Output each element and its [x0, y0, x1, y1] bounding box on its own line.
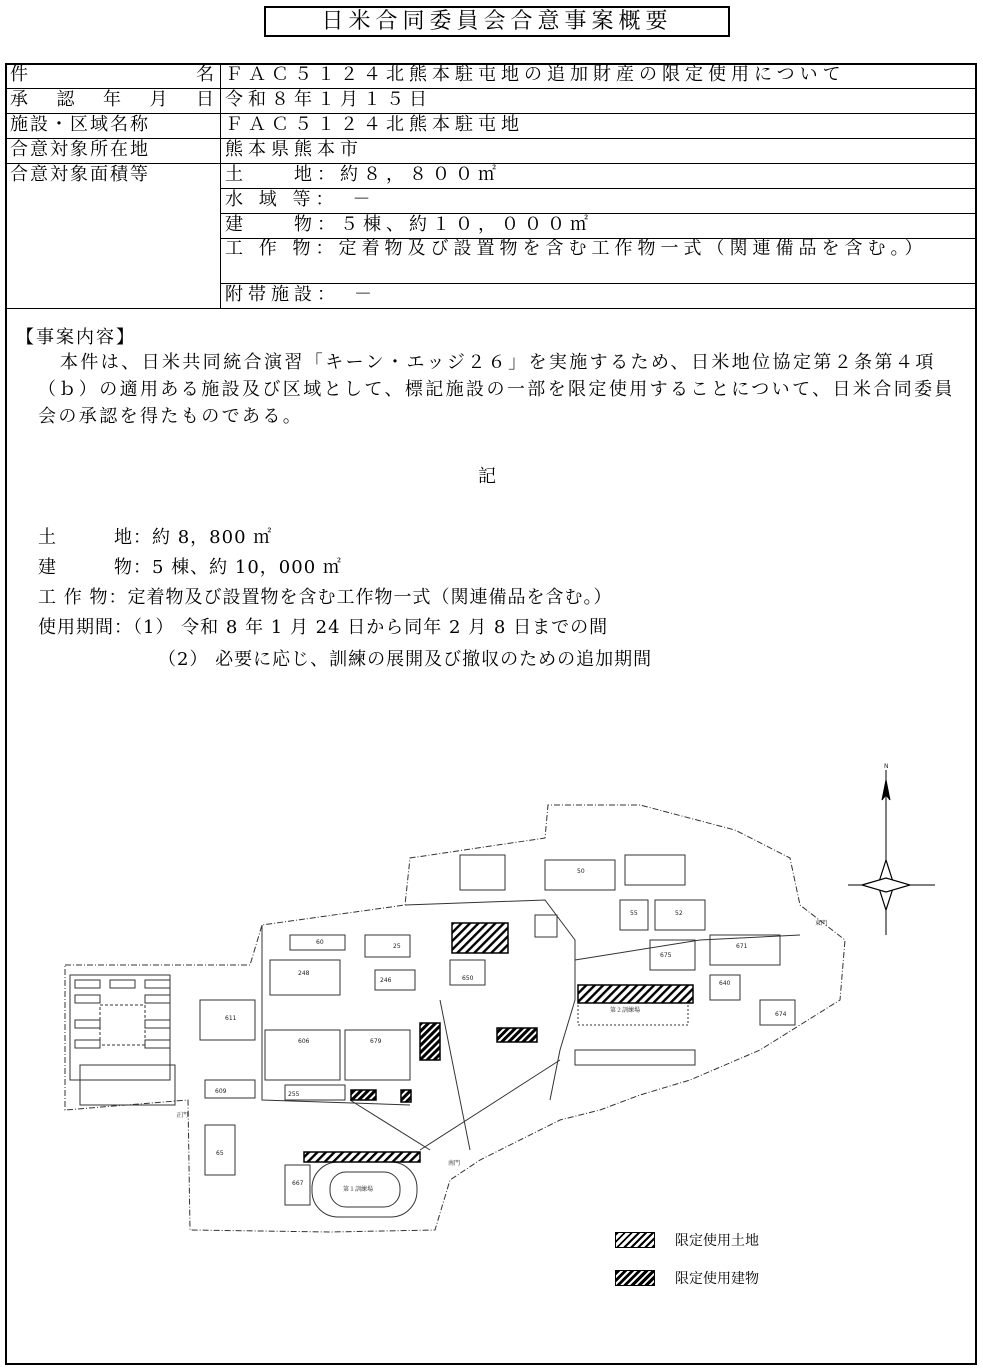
table-row	[6, 89, 977, 114]
map-label: 640	[719, 980, 731, 987]
area-row-ancillary: 附帯施設： －	[221, 284, 977, 309]
map-label: 679	[370, 1038, 382, 1045]
map-label: 25	[393, 943, 401, 950]
approval-date-label: 承 認 年 月 日	[6, 89, 221, 114]
legend-building	[615, 1268, 759, 1288]
approval-date: 令和８年１月１５日	[221, 89, 977, 114]
map-label: 606	[298, 1038, 310, 1045]
location-label: 合意対象所在地	[6, 139, 221, 164]
map-label: 650	[462, 975, 474, 982]
area-row-structure: 工 作 物：定着物及び設置物を含む工作物一式（関連備品を含む。）	[221, 239, 977, 284]
map-label: 第１訓練場	[343, 1186, 374, 1193]
map-label: 東門	[815, 920, 828, 927]
map-label: 60	[316, 939, 324, 946]
table-row	[6, 164, 977, 189]
case-name: ＦＡＣ５１２４北熊本駐屯地の追加財産の限定使用について	[221, 64, 977, 89]
map-label: 609	[215, 1088, 227, 1095]
row-label: 件 名	[6, 64, 221, 89]
content-body: 本件は、日米共同統合演習「キーン・エッジ２６」を実施するため、日米地位協定第２条第４項（ｂ）の適用ある施設及び区域として、標記施設の一部を限定使用することについて、日米合同委員会の承認を得たものである。	[38, 352, 955, 427]
content-heading: 【事案内容】	[16, 327, 136, 348]
map-label: 50	[577, 868, 585, 875]
facility-label: 施設・区域名称	[6, 114, 221, 139]
area-row-water: 水 域 等： －	[221, 189, 977, 214]
area-row-building: 建 物：５棟、約１０，０００㎡	[221, 214, 977, 239]
spec-period-extra: （2） 必要に応じ、訓練の展開及び撤収のための追加期間	[158, 649, 653, 670]
ki-mark: 記	[478, 466, 496, 487]
map-label: 正門	[176, 1112, 189, 1119]
map-label: 52	[675, 910, 683, 917]
map-label: 第２訓練場	[610, 1007, 641, 1014]
map-label: 255	[288, 1091, 300, 1098]
area-row-land: 土 地：約８，８００㎡	[221, 164, 977, 189]
map-label: 675	[660, 952, 672, 959]
facility-name: ＦＡＣ５１２４北熊本駐屯地	[221, 114, 977, 139]
page-title: 日米合同委員会合意事案概要	[264, 6, 730, 37]
map-label: 55	[630, 910, 638, 917]
spec-structure: 工 作 物：定着物及び設置物を含む工作物一式（関連備品を含む。）	[38, 587, 613, 608]
table-row	[6, 139, 977, 164]
legend-swatch-building	[615, 1270, 655, 1286]
map-label: 671	[736, 943, 748, 950]
map-label: 248	[298, 970, 310, 977]
spec-period: 使用期間：（1） 令和 8 年 1 月 24 日から同年 2 月 8 日までの間	[38, 617, 609, 638]
spec-building: 建 物：5 棟、約 10，000 ㎡	[38, 557, 342, 578]
legend-label: 限定使用土地	[675, 1233, 759, 1249]
summary-table	[5, 63, 977, 309]
map-label: 667	[292, 1180, 304, 1187]
facility-map	[60, 760, 889, 1240]
location-value: 熊本県熊本市	[221, 139, 977, 164]
area-label: 合意対象面積等	[6, 164, 221, 309]
map-label: 65	[216, 1150, 224, 1157]
map-north-label: N	[884, 763, 889, 770]
map-label: 246	[380, 977, 392, 984]
table-row	[6, 64, 977, 89]
map-label: 611	[225, 1015, 237, 1022]
legend-land	[615, 1230, 759, 1250]
map-label: 674	[775, 1011, 787, 1018]
legend-swatch-land	[615, 1232, 655, 1248]
map-label: 南門	[448, 1160, 461, 1167]
table-row	[6, 114, 977, 139]
legend-label: 限定使用建物	[675, 1271, 759, 1287]
spec-land: 土 地：約 8，800 ㎡	[38, 527, 273, 548]
